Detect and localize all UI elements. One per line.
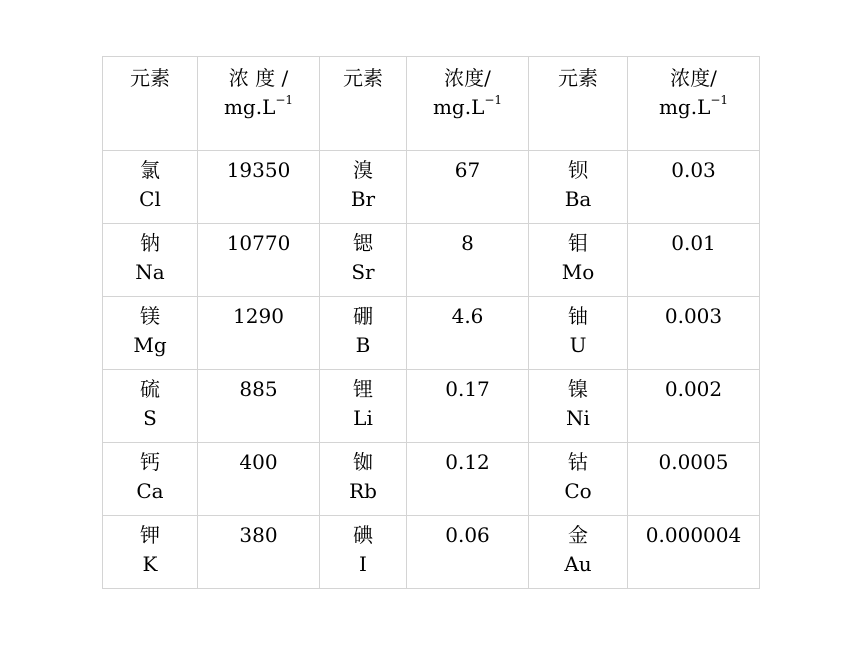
element-cell: [320, 151, 407, 224]
element-symbol: Na: [135, 260, 165, 284]
concentration-value: 0.03: [671, 158, 716, 182]
element-cell: [529, 370, 628, 443]
element-chinese-name: 溴: [353, 158, 373, 182]
table-row: [103, 151, 760, 224]
concentration-cell: [198, 516, 320, 589]
concentration-cell: [198, 370, 320, 443]
header-concentration-label: 浓度/: [444, 66, 491, 90]
element-chinese-name: 钴: [568, 450, 588, 474]
element-symbol: B: [355, 333, 371, 357]
element-symbol: U: [569, 333, 587, 357]
concentration-cell: [198, 151, 320, 224]
element-symbol: Rb: [349, 479, 377, 503]
element-chinese-name: 锂: [353, 377, 373, 401]
concentration-value: 19350: [226, 158, 291, 182]
element-symbol: Li: [353, 406, 373, 430]
element-chinese-name: 氯: [140, 158, 160, 182]
header-element-3: 元素: [529, 57, 628, 151]
concentration-value: 4.6: [451, 304, 484, 328]
element-cell: [320, 443, 407, 516]
element-symbol: Co: [564, 479, 592, 503]
element-symbol: Sr: [351, 260, 375, 284]
element-cell: [103, 297, 198, 370]
element-concentration-table-wrap: [102, 56, 760, 589]
concentration-cell: [198, 224, 320, 297]
element-chinese-name: 钡: [568, 158, 588, 182]
element-symbol: I: [359, 552, 367, 576]
element-cell: [103, 151, 198, 224]
concentration-cell: [407, 151, 529, 224]
concentration-value: 10770: [226, 231, 291, 255]
table-row: [103, 443, 760, 516]
element-chinese-name: 锶: [353, 231, 373, 255]
element-chinese-name: 铷: [353, 450, 373, 474]
element-cell: [103, 516, 198, 589]
element-cell: [529, 443, 628, 516]
concentration-cell: [407, 443, 529, 516]
concentration-value: 380: [239, 523, 278, 547]
concentration-cell: [198, 443, 320, 516]
concentration-value: 0.0005: [658, 450, 729, 474]
element-chinese-name: 钼: [568, 231, 588, 255]
element-cell: [320, 297, 407, 370]
concentration-value: 400: [239, 450, 278, 474]
concentration-cell: [628, 443, 760, 516]
concentration-value: 0.002: [664, 377, 723, 401]
element-cell: [529, 297, 628, 370]
element-symbol: Mg: [133, 333, 167, 357]
concentration-cell: [628, 297, 760, 370]
element-chinese-name: 硫: [140, 377, 160, 401]
element-symbol: Ca: [136, 479, 164, 503]
table-row: [103, 516, 760, 589]
header-concentration-1: [198, 57, 320, 151]
element-chinese-name: 钾: [140, 523, 160, 547]
concentration-cell: [407, 370, 529, 443]
table-row: [103, 297, 760, 370]
concentration-cell: [628, 151, 760, 224]
header-element-2: 元素: [320, 57, 407, 151]
concentration-value: 0.000004: [645, 523, 742, 547]
element-symbol: Au: [564, 552, 592, 576]
header-concentration-3: [628, 57, 760, 151]
concentration-cell: [628, 516, 760, 589]
element-chinese-name: 镁: [140, 304, 160, 328]
element-chinese-name: 金: [568, 523, 588, 547]
header-unit: $mg.L^{-1}$: [658, 93, 729, 119]
element-chinese-name: 碘: [353, 523, 373, 547]
header-unit: $mg.L^{-1}$: [223, 93, 294, 119]
concentration-cell: [407, 297, 529, 370]
element-symbol: Ni: [566, 406, 590, 430]
concentration-cell: [407, 224, 529, 297]
concentration-cell: [628, 224, 760, 297]
element-concentration-table: [102, 56, 760, 589]
element-cell: [103, 370, 198, 443]
concentration-value: 0.17: [445, 377, 490, 401]
header-element-1: 元素: [103, 57, 198, 151]
element-symbol: Br: [350, 187, 376, 211]
element-chinese-name: 镍: [568, 377, 588, 401]
concentration-value: 1290: [233, 304, 284, 328]
concentration-value: 67: [454, 158, 481, 182]
concentration-value: 0.003: [664, 304, 723, 328]
element-symbol: Ba: [564, 187, 592, 211]
element-symbol: S: [143, 406, 157, 430]
concentration-cell: [198, 297, 320, 370]
header-concentration-2: [407, 57, 529, 151]
element-chinese-name: 钠: [140, 231, 160, 255]
element-cell: [103, 224, 198, 297]
element-symbol: Cl: [139, 187, 161, 211]
element-cell: [320, 370, 407, 443]
table-row: [103, 370, 760, 443]
element-cell: [320, 516, 407, 589]
element-symbol: Mo: [561, 260, 595, 284]
concentration-cell: [628, 370, 760, 443]
table-row: [103, 224, 760, 297]
concentration-value: 0.01: [671, 231, 716, 255]
element-cell: [529, 151, 628, 224]
element-chinese-name: 钙: [140, 450, 160, 474]
element-cell: [529, 224, 628, 297]
element-chinese-name: 铀: [568, 304, 588, 328]
header-concentration-label: 浓度/: [670, 66, 717, 90]
element-symbol: K: [142, 552, 158, 576]
element-chinese-name: 硼: [353, 304, 373, 328]
element-cell: [320, 224, 407, 297]
element-cell: [529, 516, 628, 589]
header-unit: $mg.L^{-1}$: [432, 93, 503, 119]
table-header-row: [103, 57, 760, 151]
header-concentration-label: 浓 度 /: [228, 66, 289, 90]
concentration-value: 885: [239, 377, 278, 401]
concentration-cell: [407, 516, 529, 589]
concentration-value: 0.12: [445, 450, 490, 474]
element-cell: [103, 443, 198, 516]
concentration-value: 0.06: [445, 523, 490, 547]
concentration-value: 8: [461, 231, 474, 255]
